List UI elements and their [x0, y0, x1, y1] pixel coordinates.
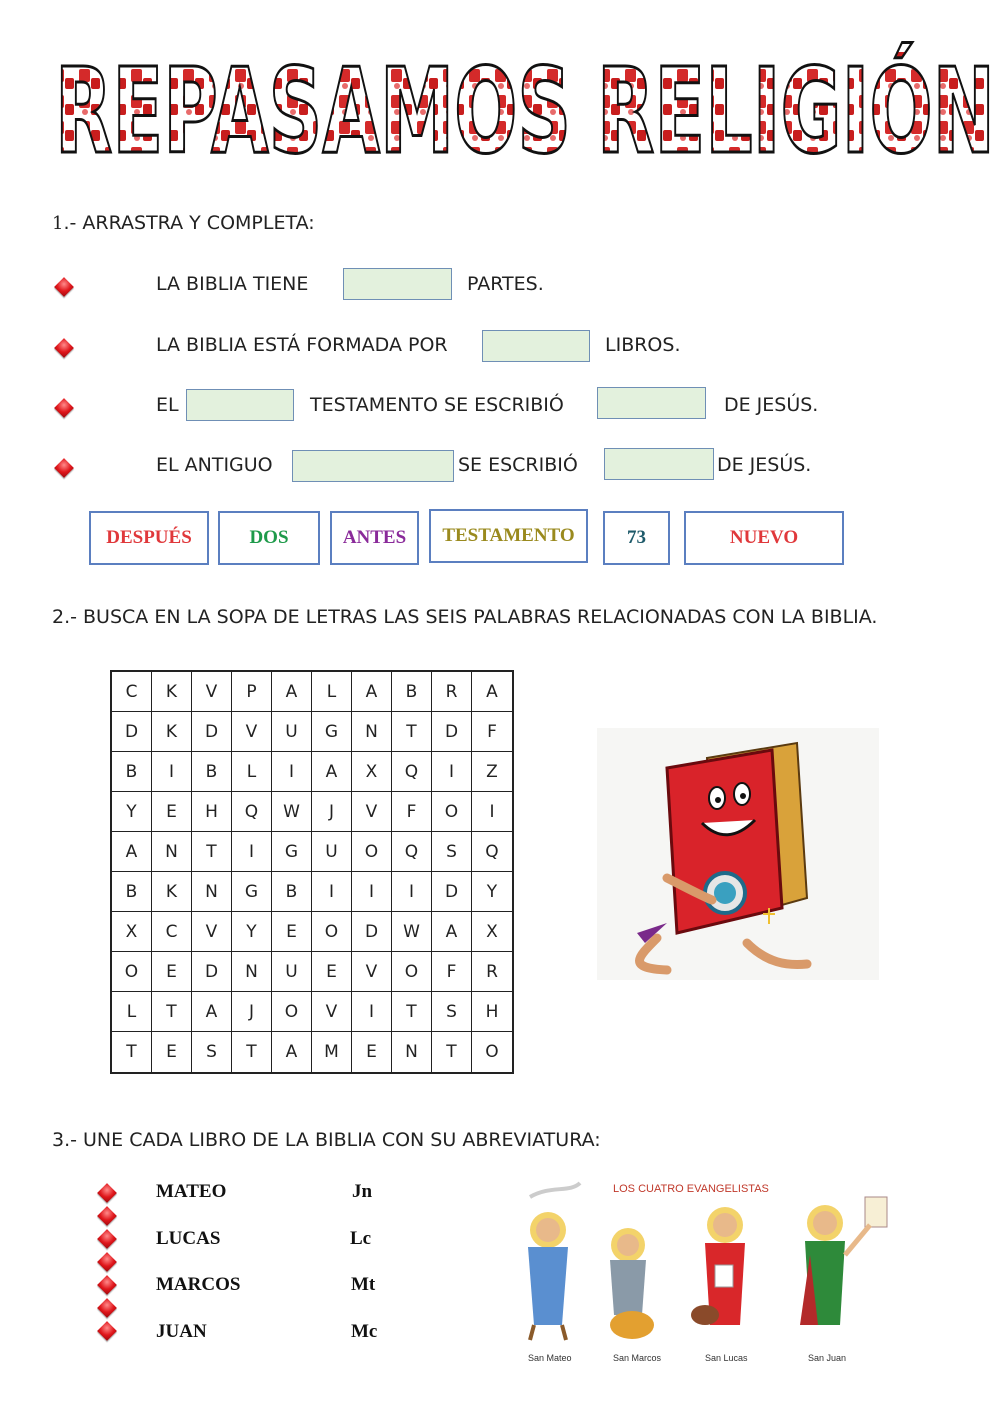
grid-cell[interactable]: X	[352, 752, 392, 792]
grid-cell[interactable]: E	[152, 1032, 192, 1072]
page-title	[50, 40, 1000, 170]
bullet-diamond-icon	[97, 1252, 117, 1272]
line4-text-a: EL ANTIGUO	[156, 454, 273, 476]
grid-cell[interactable]: A	[312, 752, 352, 792]
grid-cell[interactable]: J	[232, 992, 272, 1032]
grid-cell[interactable]: O	[272, 992, 312, 1032]
drop-blank-1[interactable]	[343, 268, 452, 300]
grid-cell[interactable]: T	[392, 712, 432, 752]
book-lucas[interactable]: LUCAS	[156, 1228, 221, 1249]
section3-heading: 3.- UNE CADA LIBRO DE LA BIBLIA CON SU ABREVIATURA:	[52, 1129, 601, 1151]
grid-cell[interactable]: O	[312, 912, 352, 952]
grid-cell[interactable]: V	[232, 712, 272, 752]
grid-cell[interactable]: Y	[232, 912, 272, 952]
grid-cell[interactable]: Q	[232, 792, 272, 832]
abbr-jn[interactable]: Jn	[352, 1181, 373, 1202]
line3-text-a: EL	[156, 394, 179, 416]
grid-cell[interactable]: U	[272, 712, 312, 752]
grid-cell[interactable]: L	[112, 992, 152, 1032]
grid-cell[interactable]: I	[432, 752, 472, 792]
grid-cell[interactable]: T	[232, 1032, 272, 1072]
grid-cell[interactable]: A	[272, 672, 312, 712]
bullet-diamond-icon	[54, 458, 74, 478]
section1-heading: 1.- ARRASTRA Y COMPLETA:	[52, 212, 315, 234]
line4-text-c: DE JESÚS.	[717, 454, 812, 476]
abbr-lc[interactable]: Lc	[350, 1228, 372, 1249]
grid-cell[interactable]: D	[112, 712, 152, 752]
grid-cell[interactable]: V	[312, 992, 352, 1032]
grid-cell[interactable]: C	[112, 672, 152, 712]
grid-cell[interactable]: H	[472, 992, 512, 1032]
grid-cell[interactable]: I	[472, 792, 512, 832]
grid-cell[interactable]: U	[272, 952, 312, 992]
grid-cell[interactable]: E	[152, 952, 192, 992]
grid-cell[interactable]: Q	[472, 832, 512, 872]
abbr-mt[interactable]: Mt	[351, 1274, 376, 1295]
grid-cell[interactable]: I	[352, 872, 392, 912]
grid-cell[interactable]: D	[192, 952, 232, 992]
drop-blank-2[interactable]	[482, 330, 590, 362]
line3-text-c: DE JESÚS.	[724, 394, 819, 416]
line3-text-b: TESTAMENTO SE ESCRIBIÓ	[310, 394, 564, 416]
grid-cell[interactable]: I	[232, 832, 272, 872]
grid-cell[interactable]: N	[192, 872, 232, 912]
bullet-diamond-icon	[54, 277, 74, 297]
drag-chip-despues[interactable]: DESPUÉS	[89, 511, 209, 565]
grid-cell[interactable]: F	[432, 952, 472, 992]
bullet-diamond-icon	[54, 398, 74, 418]
bullet-diamond-icon	[97, 1275, 117, 1295]
grid-cell[interactable]: V	[352, 792, 392, 832]
grid-cell[interactable]: Q	[392, 752, 432, 792]
grid-cell[interactable]: W	[272, 792, 312, 832]
grid-cell[interactable]: K	[152, 672, 192, 712]
grid-cell[interactable]: D	[192, 712, 232, 752]
grid-cell[interactable]: B	[192, 752, 232, 792]
bullet-diamond-icon	[97, 1321, 117, 1341]
drop-blank-6[interactable]	[604, 448, 714, 480]
grid-cell[interactable]: O	[432, 792, 472, 832]
grid-cell[interactable]: A	[352, 672, 392, 712]
drag-chip-testamento[interactable]: TESTAMENTO	[429, 509, 588, 563]
grid-cell[interactable]: X	[112, 912, 152, 952]
evangelists-figures-icon	[500, 1175, 910, 1350]
grid-cell[interactable]: M	[312, 1032, 352, 1072]
drop-blank-4[interactable]	[597, 387, 706, 419]
grid-cell[interactable]: E	[272, 912, 312, 952]
grid-cell[interactable]: B	[112, 872, 152, 912]
grid-cell[interactable]: D	[352, 912, 392, 952]
grid-cell[interactable]: N	[232, 952, 272, 992]
grid-cell[interactable]: E	[312, 952, 352, 992]
drop-blank-3[interactable]	[186, 389, 294, 421]
grid-cell[interactable]: J	[312, 792, 352, 832]
bullet-diamond-icon	[97, 1229, 117, 1249]
grid-cell[interactable]: N	[352, 712, 392, 752]
bullet-diamond-icon	[97, 1298, 117, 1318]
grid-cell[interactable]: Z	[472, 752, 512, 792]
bible-book-mascot-icon	[597, 728, 879, 980]
grid-cell[interactable]: V	[192, 912, 232, 952]
bullet-diamond-icon	[97, 1206, 117, 1226]
grid-cell[interactable]: T	[192, 832, 232, 872]
grid-cell[interactable]: F	[392, 792, 432, 832]
four-evangelists-illustration	[500, 1175, 910, 1370]
grid-cell[interactable]: R	[472, 952, 512, 992]
grid-cell[interactable]: A	[432, 912, 472, 952]
grid-cell[interactable]: S	[432, 832, 472, 872]
grid-cell[interactable]: I	[352, 992, 392, 1032]
book-juan[interactable]: JUAN	[156, 1321, 207, 1342]
grid-cell[interactable]: L	[232, 752, 272, 792]
grid-cell[interactable]: O	[112, 952, 152, 992]
grid-cell[interactable]: H	[192, 792, 232, 832]
abbr-mc[interactable]: Mc	[351, 1321, 378, 1342]
grid-cell[interactable]: G	[232, 872, 272, 912]
grid-cell[interactable]: K	[152, 712, 192, 752]
grid-cell[interactable]: T	[432, 1032, 472, 1072]
grid-cell[interactable]: V	[192, 672, 232, 712]
grid-cell[interactable]: Y	[112, 792, 152, 832]
grid-cell[interactable]: E	[352, 1032, 392, 1072]
grid-cell[interactable]: A	[272, 1032, 312, 1072]
drag-chip-antes[interactable]: ANTES	[330, 511, 419, 565]
grid-cell[interactable]: P	[232, 672, 272, 712]
grid-cell[interactable]: Y	[472, 872, 512, 912]
grid-cell[interactable]: T	[152, 992, 192, 1032]
grid-cell[interactable]: W	[392, 912, 432, 952]
grid-cell[interactable]: G	[312, 712, 352, 752]
grid-cell[interactable]: D	[432, 872, 472, 912]
book-marcos[interactable]: MARCOS	[156, 1274, 241, 1295]
grid-cell[interactable]: S	[432, 992, 472, 1032]
grid-cell[interactable]: O	[485, 1042, 499, 1062]
grid-cell[interactable]: Q	[392, 832, 432, 872]
grid-cell[interactable]: R	[432, 672, 472, 712]
grid-cell[interactable]: X	[472, 912, 512, 952]
svg-text:REPASAMOS RELIGIÓN: REPASAMOS RELIGIÓN	[55, 42, 995, 170]
grid-cell[interactable]: B	[392, 672, 432, 712]
grid-cell[interactable]: A	[192, 992, 232, 1032]
label-san-juan: San Juan	[808, 1353, 847, 1363]
grid-cell[interactable]: A	[112, 832, 152, 872]
grid-cell[interactable]: G	[272, 832, 312, 872]
label-san-marcos: San Marcos	[613, 1353, 662, 1363]
label-san-mateo: San Mateo	[528, 1353, 572, 1363]
word-search-grid[interactable]	[110, 670, 514, 1074]
grid-cell[interactable]: I	[312, 872, 352, 912]
grid-cell[interactable]: K	[152, 872, 192, 912]
bullet-diamond-icon	[97, 1183, 117, 1203]
grid-cell[interactable]: V	[352, 952, 392, 992]
grid-cell[interactable]: S	[192, 1032, 232, 1072]
grid-cell[interactable]: E	[152, 792, 192, 832]
grid-cell[interactable]: N	[152, 832, 192, 872]
grid-cell[interactable]: C	[152, 912, 192, 952]
grid-cell[interactable]: L	[312, 672, 352, 712]
line4-text-b: SE ESCRIBIÓ	[458, 454, 578, 476]
grid-cell[interactable]: T	[112, 1032, 152, 1072]
drag-chip-nuevo[interactable]: NUEVO	[684, 511, 844, 565]
grid-cell[interactable]: O	[352, 832, 392, 872]
line2-text-a: LA BIBLIA ESTÁ FORMADA POR	[156, 334, 448, 356]
grid-cell[interactable]: I	[392, 872, 432, 912]
grid-cell[interactable]: B	[272, 872, 312, 912]
grid-cell[interactable]: O	[392, 952, 432, 992]
grid-cell[interactable]: U	[312, 832, 352, 872]
drop-blank-5[interactable]	[292, 450, 454, 482]
grid-cell[interactable]: T	[392, 992, 432, 1032]
grid-cell[interactable]: A	[472, 672, 512, 712]
section2-heading: 2.- BUSCA EN LA SOPA DE LETRAS LAS SEIS PALABRAS RELACIONADAS CON LA BIBLIA.	[52, 606, 878, 628]
drag-chip-73[interactable]: 73	[603, 511, 670, 565]
line2-text-b: LIBROS.	[605, 334, 681, 356]
bullet-diamond-icon	[54, 338, 74, 358]
grid-cell[interactable]: D	[432, 712, 472, 752]
grid-cell[interactable]: N	[392, 1032, 432, 1072]
grid-cell[interactable]: B	[112, 752, 152, 792]
grid-cell[interactable]: I	[152, 752, 192, 792]
grid-cell[interactable]: I	[272, 752, 312, 792]
evangelists-title: LOS CUATRO EVANGELISTAS	[613, 1183, 769, 1195]
grid-cell[interactable]: F	[472, 712, 512, 752]
book-mateo[interactable]: MATEO	[156, 1181, 227, 1202]
drag-chip-dos[interactable]: DOS	[218, 511, 320, 565]
line1-text-b: PARTES.	[467, 273, 544, 295]
line1-text-a: LA BIBLIA TIENE	[156, 273, 309, 295]
label-san-lucas: San Lucas	[705, 1353, 748, 1363]
